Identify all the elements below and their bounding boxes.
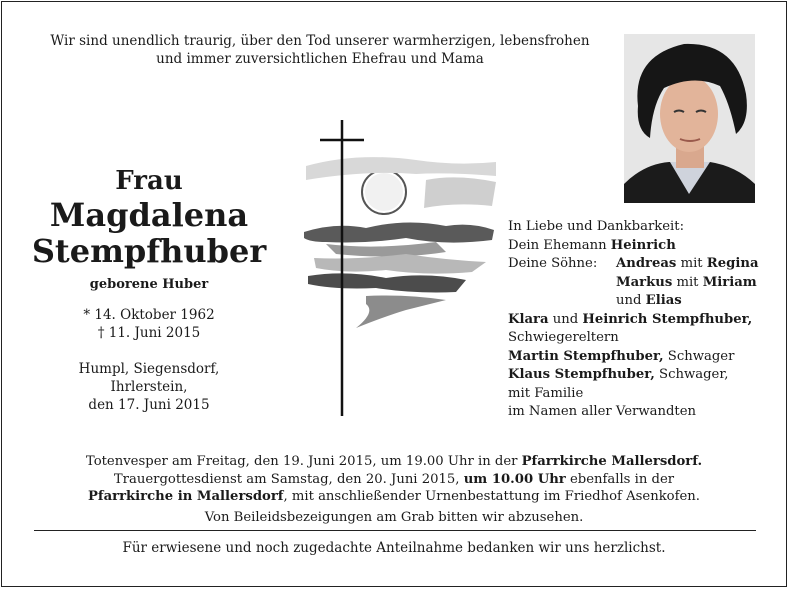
son-2-partner: Miriam [702, 274, 757, 290]
cross-landscape-illustration [296, 110, 496, 420]
son-1-partner: Regina [706, 256, 759, 271]
place-line-2: Ihrlerstein, [110, 379, 188, 395]
husband-name: Heinrich [610, 237, 676, 253]
inlaws-role: Schwiegereltern [508, 330, 619, 345]
sons-row-1 [508, 255, 768, 274]
place-line-3: den 17. Juni 2015 [88, 397, 210, 413]
last-name: Stempfhuber [31, 232, 267, 270]
sons-row-3 [508, 292, 768, 311]
vespers-church: Pfarrkirche Mallersdorf. [521, 454, 703, 469]
death-date: † 11. Juni 2015 [97, 325, 201, 341]
mass-church: Pfarrkirche in Mallersdorf [87, 489, 284, 504]
deceased-block [30, 166, 268, 414]
brother-in-law-2: Klaus Stempfhuber, [508, 367, 655, 382]
inlaws-row [508, 311, 768, 330]
brother-in-law-1: Martin Stempfhuber, [508, 348, 664, 364]
mass-text: Trauergottesdienst am Samstag, den 20. Juni 2015, [113, 471, 460, 487]
service-line-1 [30, 453, 758, 471]
vespers-text: Totenvesper am Freitag, den 19. Juni 2015, um 19.00 Uhr in der [85, 454, 518, 469]
condolence-note: Von Beileidsbezeigungen am Grab bitten wir abzusehen. [204, 509, 584, 525]
birth-date: * 14. Oktober 1962 [83, 307, 215, 323]
intro-text [30, 32, 610, 68]
family-line: mit Familie [508, 385, 584, 401]
son-2: Markus [616, 274, 673, 290]
life-dates [30, 306, 268, 342]
inlaw-b: Heinrich Stempfhuber, [582, 311, 753, 327]
relatives-line: im Namen aller Verwandten [508, 404, 697, 419]
brother-in-law-1-role: Schwager [667, 348, 735, 364]
portrait-photo [624, 34, 755, 203]
service-line-3 [30, 488, 758, 506]
salutation: Frau [115, 166, 183, 196]
inlaw-a: Klara [508, 311, 549, 327]
service-info [30, 453, 758, 526]
first-name: Magdalena [49, 196, 249, 234]
son-2-with: mit [676, 274, 699, 290]
mass-time: um 10.00 Uhr [463, 471, 566, 487]
place-line-1: Humpl, Siegensdorf, [78, 361, 220, 377]
son-1-with: mit [680, 256, 703, 271]
intro-line-1: Wir sind unendlich traurig, über den Tod unserer warmherzigen, lebensfrohen [50, 33, 590, 49]
burial-text: , mit anschließender Urnenbestattung im Friedhof Asenkofen. [283, 489, 700, 504]
place-and-date [30, 360, 268, 414]
service-line-2 [30, 471, 758, 489]
inlaws-and: und [552, 311, 579, 327]
brother-in-law-2-role: Schwager, [659, 367, 729, 382]
mass-text-2: ebenfalls in der [569, 471, 675, 487]
intro-line-2: und immer zuversichtlichen Ehefrau und Mama [156, 51, 484, 67]
mourners-heading: In Liebe und Dankbarkeit: [508, 219, 685, 234]
brother-in-law-1-row [508, 348, 768, 367]
husband-row [508, 237, 768, 256]
grandchild: Elias [645, 293, 682, 308]
thanks-text: Für erwiesene und noch zugedachte Anteilnahme bedanken wir uns herzlichst. [122, 540, 666, 556]
mourners-list [508, 218, 768, 422]
and-word: und [616, 293, 642, 308]
son-1: Andreas [616, 256, 677, 271]
husband-label: Dein Ehemann [508, 237, 607, 253]
divider-line [34, 530, 756, 531]
sons-row-2 [508, 274, 768, 293]
sons-label: Deine Söhne: [508, 256, 598, 271]
birth-name: geborene Huber [89, 277, 209, 292]
brother-in-law-2-row [508, 366, 768, 385]
